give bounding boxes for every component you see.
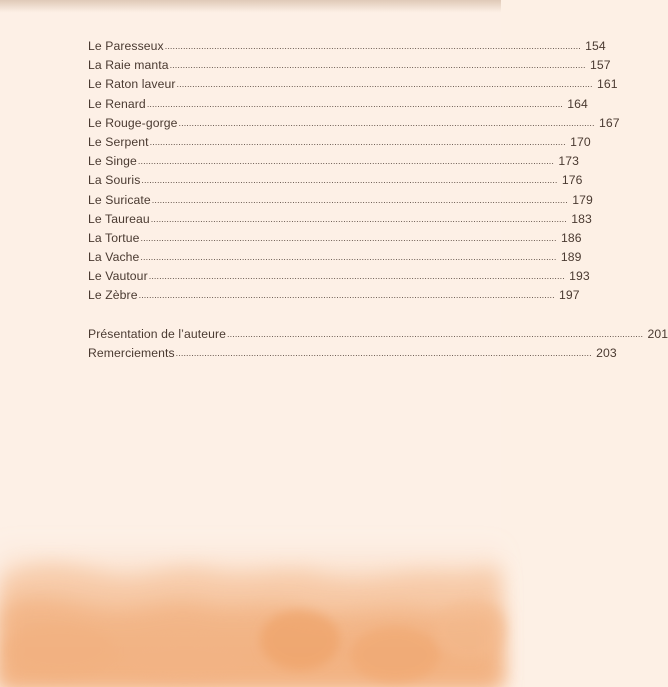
toc-entry	[88, 191, 593, 210]
toc-entry-title: Le Singe	[88, 154, 137, 169]
toc-entry	[88, 229, 582, 248]
toc-entry	[88, 133, 591, 152]
toc-leader-dots: ................................................................................................................................................................	[148, 271, 565, 282]
toc-leader-dots: ................................................................................................................................................................	[140, 252, 557, 263]
toc-entry-page-number: 167	[598, 115, 620, 130]
toc-entry-page-number: 201	[647, 326, 668, 341]
toc-entry-title: Remerciements	[88, 345, 175, 360]
toc-section-gap	[88, 306, 417, 325]
toc-entry-title: Le Renard	[88, 96, 146, 111]
toc-leader-dots: ................................................................................................................................................................	[146, 98, 563, 109]
toc-entry	[88, 267, 590, 286]
toc-entry-title: Le Zèbre	[88, 288, 138, 303]
page-top-shadow	[0, 0, 501, 12]
toc-entry-title: Le Vautour	[88, 269, 148, 284]
toc-entry	[88, 344, 617, 363]
toc-entry-page-number: 183	[571, 211, 592, 226]
toc-entry-page-number: 189	[560, 250, 582, 265]
toc-group-appendix	[88, 325, 668, 363]
toc-entry-page-number: 161	[596, 77, 618, 92]
table-of-contents	[88, 37, 668, 363]
toc-leader-dots: ................................................................................................................................................................	[169, 60, 586, 71]
toc-entry-title: La Vache	[88, 250, 140, 265]
toc-entry-page-number: 203	[596, 345, 617, 360]
toc-leader-dots: ................................................................................................................................................................	[151, 194, 568, 205]
toc-leader-dots: ................................................................................................................................................................	[138, 290, 555, 301]
toc-entry	[88, 37, 606, 56]
toc-entry	[88, 325, 668, 344]
toc-entry-page-number: 170	[570, 134, 591, 149]
toc-entry-page-number: 176	[561, 173, 583, 188]
toc-entry-page-number: 197	[559, 288, 580, 303]
toc-leader-dots: ................................................................................................................................................................	[149, 136, 566, 147]
watercolor-wash-illustration	[0, 470, 501, 687]
toc-entry-title: Le Serpent	[88, 134, 149, 149]
toc-leader-dots: ................................................................................................................................................................	[176, 79, 593, 90]
toc-entry	[88, 171, 583, 190]
toc-leader-dots: ................................................................................................................................................................	[150, 213, 567, 224]
toc-entry-page-number: 157	[590, 58, 611, 73]
toc-leader-dots: ................................................................................................................................................................	[227, 328, 644, 339]
toc-leader-dots: ................................................................................................................................................................	[137, 156, 554, 167]
toc-entry-title: Le Raton laveur	[88, 77, 176, 92]
toc-entry-title: Le Paresseux	[88, 39, 164, 53]
toc-group-animals	[88, 37, 620, 306]
toc-leader-dots: ................................................................................................................................................................	[140, 232, 557, 243]
toc-entry-page-number: 164	[567, 96, 588, 111]
toc-entry	[88, 286, 580, 305]
toc-entry-title: Le Rouge-gorge	[88, 115, 178, 130]
toc-entry-title: Le Suricate	[88, 192, 151, 207]
toc-leader-dots: ................................................................................................................................................................	[164, 41, 581, 51]
toc-entry-page-number: 173	[558, 154, 579, 169]
toc-entry	[88, 210, 592, 229]
toc-leader-dots: ................................................................................................................................................................	[178, 117, 595, 128]
toc-entry-title: La Souris	[88, 173, 141, 188]
toc-entry-title: Présentation de l’auteure	[88, 326, 227, 341]
toc-entry-page-number: 193	[569, 269, 590, 284]
toc-leader-dots: ................................................................................................................................................................	[141, 175, 558, 186]
toc-entry-page-number: 154	[585, 39, 606, 53]
toc-entry	[88, 248, 582, 267]
toc-leader-dots: ................................................................................................................................................................	[175, 347, 592, 358]
toc-entry	[88, 114, 620, 133]
toc-entry	[88, 75, 618, 94]
toc-entry-page-number: 179	[572, 192, 593, 207]
toc-entry-title: La Raie manta	[88, 58, 169, 73]
toc-entry-title: Le Taureau	[88, 211, 150, 226]
toc-entry	[88, 95, 588, 114]
toc-entry	[88, 56, 611, 75]
toc-entry-title: La Tortue	[88, 230, 140, 245]
toc-entry	[88, 152, 579, 171]
toc-entry-page-number: 186	[560, 230, 582, 245]
